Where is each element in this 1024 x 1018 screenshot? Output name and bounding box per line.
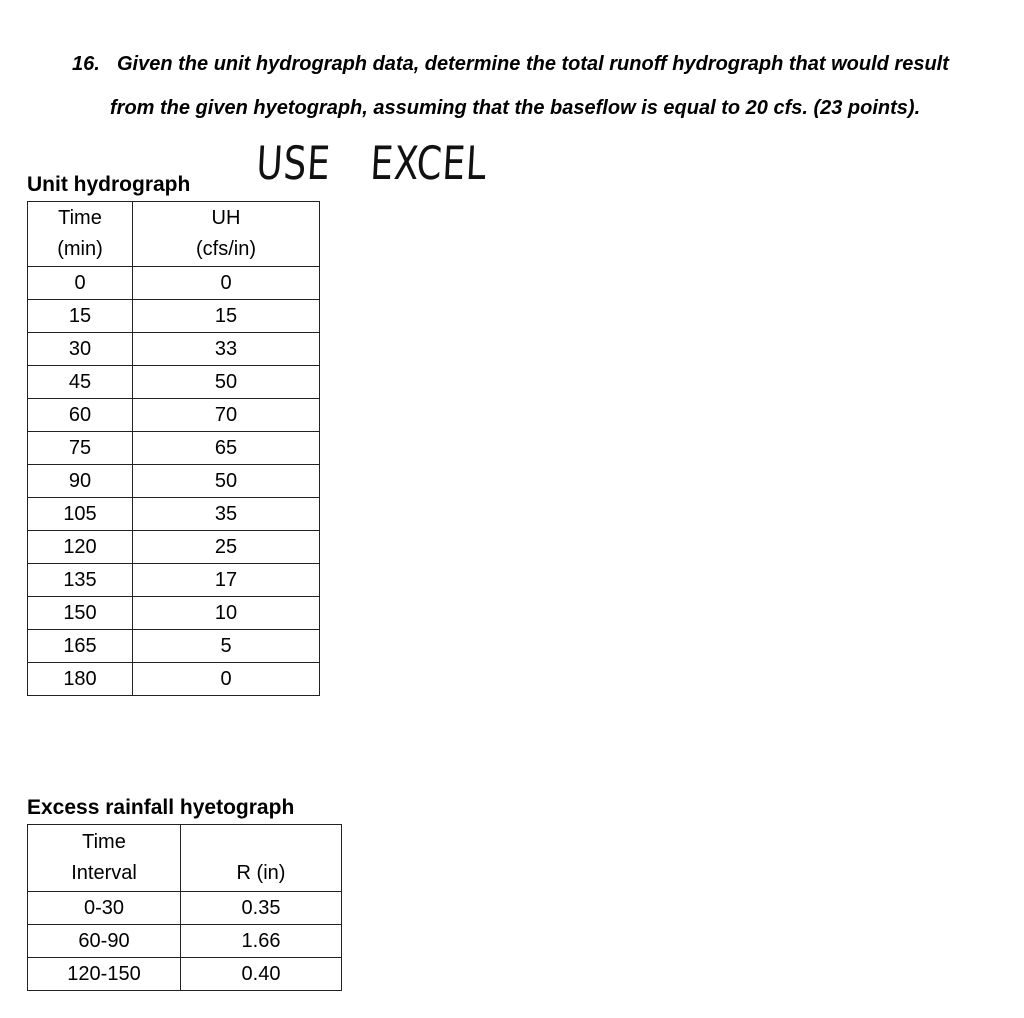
- uh-cell: 10: [133, 597, 320, 630]
- table-row: [28, 399, 320, 432]
- table-row: [28, 958, 342, 991]
- time-cell: 45: [28, 366, 133, 399]
- uh-cell: 0: [133, 267, 320, 300]
- hyetograph-title: Excess rainfall hyetograph: [27, 796, 295, 819]
- table-row: [28, 366, 320, 399]
- uh-cell: 50: [133, 465, 320, 498]
- table-row: [28, 531, 320, 564]
- rain-cell: 1.66: [181, 925, 342, 958]
- hyetograph-body: [28, 892, 342, 991]
- table-row: [28, 925, 342, 958]
- uh-cell: 15: [133, 300, 320, 333]
- time-cell: 30: [28, 333, 133, 366]
- handwritten-use: USE: [255, 136, 333, 190]
- time-cell: 180: [28, 663, 133, 696]
- interval-header-line2: Interval: [71, 862, 137, 884]
- table-row: [28, 465, 320, 498]
- time-cell: 60: [28, 399, 133, 432]
- question-line-1: [72, 53, 949, 76]
- interval-cell: 0-30: [28, 892, 181, 925]
- time-cell: 120: [28, 531, 133, 564]
- rain-header: [181, 825, 342, 892]
- time-cell: 105: [28, 498, 133, 531]
- uh-cell: 65: [133, 432, 320, 465]
- interval-header: [28, 825, 181, 892]
- uh-cell: 25: [133, 531, 320, 564]
- time-header-line1: Time: [58, 207, 102, 229]
- table-row: [28, 597, 320, 630]
- table-row: [28, 300, 320, 333]
- table-row: [28, 267, 320, 300]
- table-header-row: [28, 202, 320, 267]
- time-cell: 150: [28, 597, 133, 630]
- time-header: [28, 202, 133, 267]
- uh-cell: 17: [133, 564, 320, 597]
- table-row: [28, 630, 320, 663]
- time-cell: 135: [28, 564, 133, 597]
- question-text-1: Given the unit hydrograph data, determine the total runoff hydrograph that would result: [117, 53, 949, 75]
- rain-header-text: R (in): [236, 862, 286, 884]
- time-cell: 75: [28, 432, 133, 465]
- interval-cell: 120-150: [28, 958, 181, 991]
- uh-cell: 33: [133, 333, 320, 366]
- handwritten-excel: EXCEL: [369, 136, 489, 190]
- hyetograph-table: [27, 824, 342, 991]
- time-cell: 15: [28, 300, 133, 333]
- rain-cell: 0.35: [181, 892, 342, 925]
- uh-header-line2: (cfs/in): [196, 238, 256, 260]
- table-row: [28, 892, 342, 925]
- time-cell: 90: [28, 465, 133, 498]
- rain-cell: 0.40: [181, 958, 342, 991]
- table-row: [28, 564, 320, 597]
- uh-cell: 5: [133, 630, 320, 663]
- question-number: 16.: [72, 53, 100, 75]
- uh-cell: 0: [133, 663, 320, 696]
- unit-hydrograph-body: [28, 267, 320, 696]
- uh-cell: 35: [133, 498, 320, 531]
- table-row: [28, 663, 320, 696]
- table-row: [28, 432, 320, 465]
- table-header-row: [28, 825, 342, 892]
- table-row: [28, 498, 320, 531]
- question-line-2: from the given hyetograph, assuming that the baseflow is equal to 20 cfs. (23 points).: [110, 97, 921, 119]
- uh-header-line1: UH: [211, 207, 241, 229]
- uh-header: [133, 202, 320, 267]
- unit-hydrograph-title: Unit hydrograph: [27, 173, 191, 196]
- time-header-line2: (min): [57, 238, 103, 260]
- unit-hydrograph-table: [27, 201, 320, 696]
- uh-cell: 50: [133, 366, 320, 399]
- interval-header-line1: Time: [82, 831, 126, 853]
- table-row: [28, 333, 320, 366]
- time-cell: 165: [28, 630, 133, 663]
- time-cell: 0: [28, 267, 133, 300]
- interval-cell: 60-90: [28, 925, 181, 958]
- uh-cell: 70: [133, 399, 320, 432]
